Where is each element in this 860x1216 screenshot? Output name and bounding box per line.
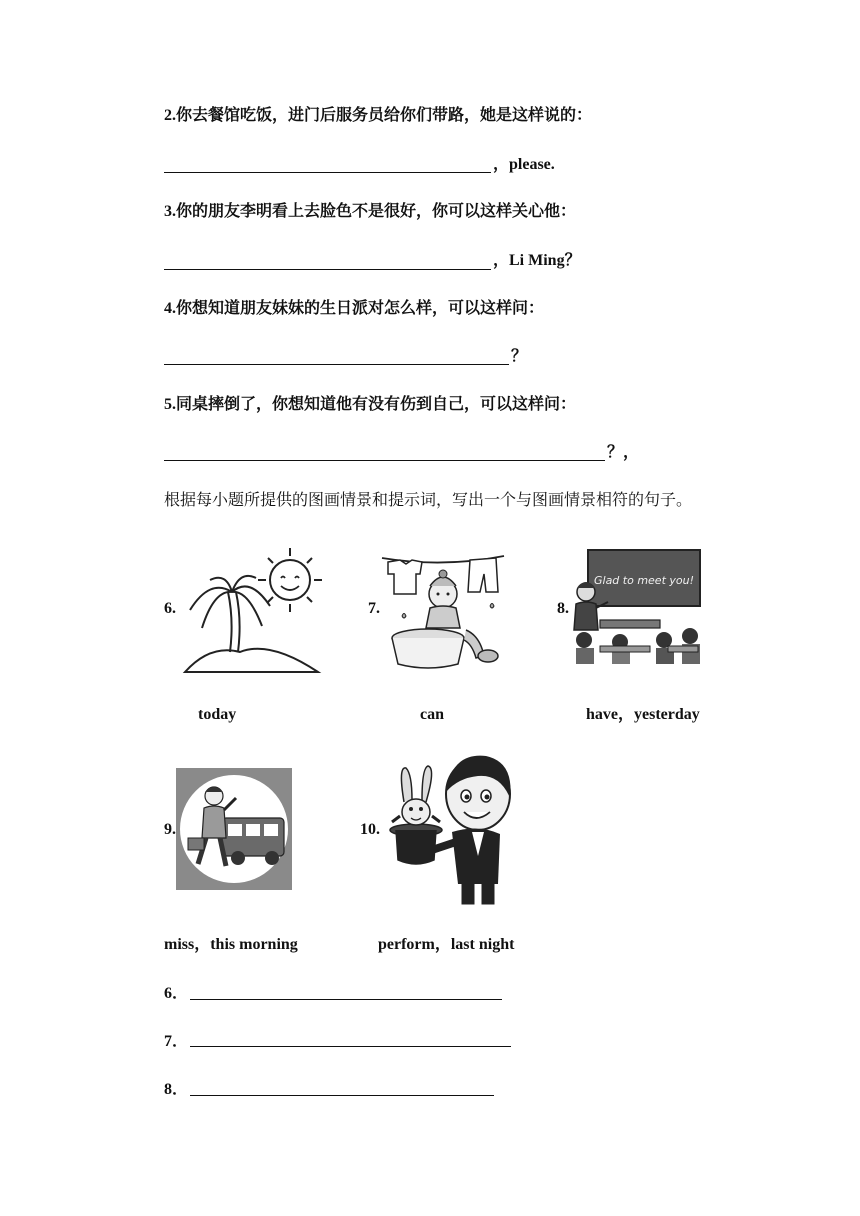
question-4-prompt: 4.你想知道朋友妹妹的生日派对怎么样，可以这样问： [164, 300, 545, 317]
question-3-prompt: 3.你的朋友李明看上去脸色不是很好，你可以这样关心他： [164, 203, 577, 220]
picture-7-hint: can [420, 706, 444, 723]
picture-6-number: 6. [164, 600, 176, 617]
question-2-prompt: 2.你去餐馆吃饭，进门后服务员给你们带路，她是这样说的： [164, 107, 593, 124]
picture-9-hint: miss，this morning [164, 936, 298, 953]
picture-7-number: 7. [368, 600, 380, 617]
question-5-prompt: 5.同桌摔倒了，你想知道他有没有伤到自己，可以这样问： [164, 396, 577, 413]
answer-8-line[interactable] [190, 1095, 494, 1096]
blackboard-text: Glad to meet you! [593, 574, 695, 587]
question-2-suffix: ，please. [493, 156, 555, 173]
girl-washing-clothes-icon [380, 546, 506, 672]
boy-magician-rabbit-icon [382, 746, 518, 908]
picture-10-hint: perform，last night [378, 936, 515, 953]
answer-7-line[interactable] [190, 1046, 511, 1047]
question-4-answer-line[interactable] [164, 364, 509, 365]
picture-8-number: 8. [557, 600, 569, 617]
question-5-suffix: ？， [607, 444, 640, 461]
answer-6-line[interactable] [190, 999, 502, 1000]
question-2-answer-line[interactable] [164, 172, 491, 173]
section-instruction: 根据每小题所提供的图画情景和提示词，写出一个与图画情景相符的句子。 [164, 492, 693, 509]
question-4-suffix: ？ [511, 348, 528, 365]
man-missing-bus-icon [176, 768, 292, 890]
palm-island-sun-icon [180, 540, 330, 682]
picture-10-number: 10. [360, 821, 380, 838]
picture-6-hint: today [198, 706, 237, 723]
question-3-suffix: ，Li Ming？ [493, 252, 581, 269]
question-3-answer-line[interactable] [164, 269, 491, 270]
answer-7-number: 7． [164, 1033, 189, 1050]
teacher-classroom-icon [572, 548, 706, 666]
picture-9-number: 9. [164, 821, 176, 838]
picture-8-hint: have，yesterday [586, 706, 700, 723]
answer-6-number: 6． [164, 985, 189, 1002]
answer-8-number: 8． [164, 1081, 189, 1098]
question-5-answer-line[interactable] [164, 460, 605, 461]
